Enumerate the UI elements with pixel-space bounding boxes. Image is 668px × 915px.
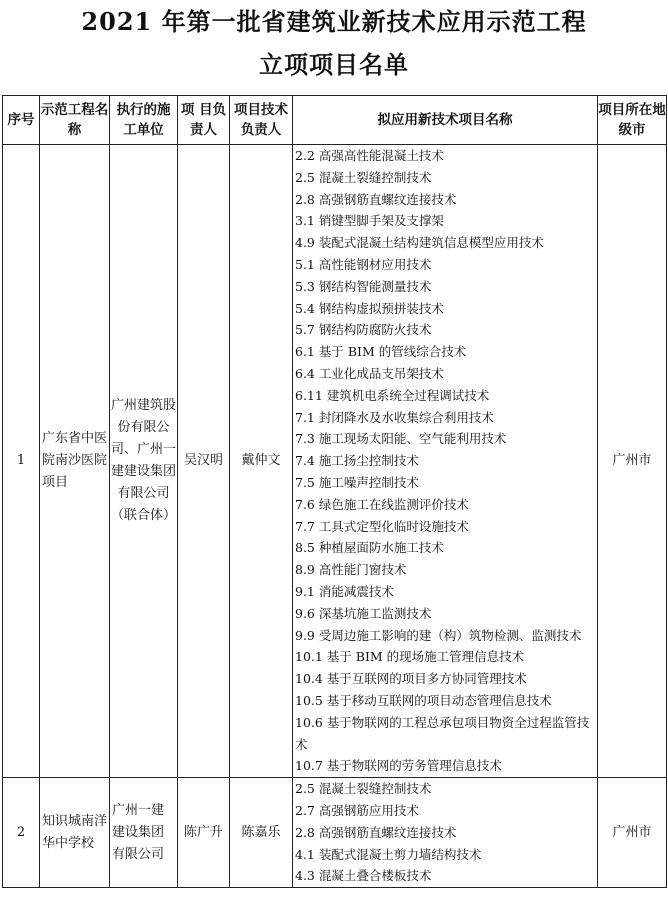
tech-item: 2.7 高强钢筋应用技术: [295, 802, 419, 818]
header-seq: 序号: [3, 96, 40, 145]
tech-item: 5.1 高性能钢材应用技术: [295, 256, 432, 272]
row-techs: [293, 145, 598, 778]
row-tech-leader: 陈嘉乐: [230, 778, 293, 888]
document-title: 2021 年第一批省建筑业新技术应用示范工程: [81, 7, 587, 36]
tech-item: 9.6 深基坑施工监测技术: [295, 605, 432, 621]
tech-item: 7.7 工具式定型化临时设施技术: [295, 518, 469, 534]
row-unit: 广州建筑股份有限公司、广州一建建设集团有限公司（联合体）: [110, 145, 178, 778]
tech-item: 5.4 钢结构虚拟预拼装技术: [295, 300, 444, 316]
tech-item: 9.1 消能减震技术: [295, 583, 394, 599]
tech-item: 7.5 施工噪声控制技术: [295, 474, 419, 490]
tech-item: 6.4 工业化成品支吊架技术: [295, 365, 444, 381]
header-city: 项目所在地级市: [598, 96, 667, 145]
tech-item: 7.4 施工扬尘控制技术: [295, 453, 419, 469]
tech-item: 7.3 施工现场太阳能、空气能利用技术: [295, 431, 507, 447]
row-seq: 1: [3, 145, 40, 778]
row-seq: 2: [3, 778, 40, 888]
tech-item: 3.1 销键型脚手架及支撑架: [295, 213, 444, 229]
tech-item: 2.8 高强钢筋直螺纹连接技术: [295, 824, 457, 840]
tech-item: 10.4 基于互联网的项目多方协同管理技术: [295, 671, 527, 687]
table-row: [3, 145, 667, 778]
tech-item: 2.5 混凝土裂缝控制技术: [295, 781, 432, 797]
tech-item: 2.5 混凝土裂缝控制技术: [295, 169, 432, 185]
tech-item: 2.2 高强高性能混凝土技术: [295, 148, 444, 163]
tech-item: 4.3 混凝土叠合楼板技术: [295, 868, 432, 884]
row-leader: 陈广升: [178, 778, 230, 888]
header-tech-leader: 项目技术负责人: [230, 96, 293, 145]
row-city: 广州市: [598, 778, 667, 888]
row-project: 广东省中医院南沙医院项目: [40, 145, 110, 778]
tech-item: 5.7 钢结构防腐防火技术: [295, 322, 432, 338]
tech-item: 7.1 封闭降水及水收集综合利用技术: [295, 409, 494, 425]
tech-item: 7.6 绿色施工在线监测评价技术: [295, 496, 469, 512]
header-row: [3, 96, 667, 145]
tech-item: 2.8 高强钢筋直螺纹连接技术: [295, 191, 457, 207]
header-unit: 执行的施工单位: [110, 96, 178, 145]
tech-item: 9.9 受周边施工影响的建（构）筑物检测、监测技术: [295, 627, 582, 643]
tech-item: 10.1 基于 BIM 的现场施工管理信息技术: [295, 649, 525, 665]
tech-item: 6.11 建筑机电系统全过程调试技术: [295, 387, 490, 403]
table-row: [3, 778, 667, 888]
header-techs: 拟应用新技术项目名称: [293, 96, 598, 145]
tech-item: 4.9 装配式混凝土结构建筑信息模型应用技术: [295, 235, 544, 251]
row-techs: [293, 778, 598, 888]
header-leader: 项 目负责人: [178, 96, 230, 145]
row-unit: 广州一建建设集团有限公司: [110, 778, 178, 888]
document-subtitle: 立项项目名单: [259, 50, 409, 79]
tech-item: 8.9 高性能门窗技术: [295, 562, 407, 578]
tech-item: 6.1 基于 BIM 的管线综合技术: [295, 344, 467, 360]
tech-item: 10.6 基于物联网的工程总承包项目物资全过程监管技术: [295, 714, 590, 752]
tech-item: 10.7 基于物联网的劳务管理信息技术: [295, 758, 502, 774]
row-leader: 吴汉明: [178, 145, 230, 778]
tech-item: 4.1 装配式混凝土剪力墙结构技术: [295, 846, 482, 862]
tech-item: 10.5 基于移动互联网的项目动态管理信息技术: [295, 692, 552, 708]
header-project: 示范工程名称: [40, 96, 110, 145]
row-tech-leader: 戴仲文: [230, 145, 293, 778]
tech-item: 8.5 种植屋面防水施工技术: [295, 540, 444, 556]
project-table: [2, 95, 667, 888]
row-city: 广州市: [598, 145, 667, 778]
tech-item: 5.3 钢结构智能测量技术: [295, 278, 432, 294]
row-project: 知识城南洋华中学校: [40, 778, 110, 888]
